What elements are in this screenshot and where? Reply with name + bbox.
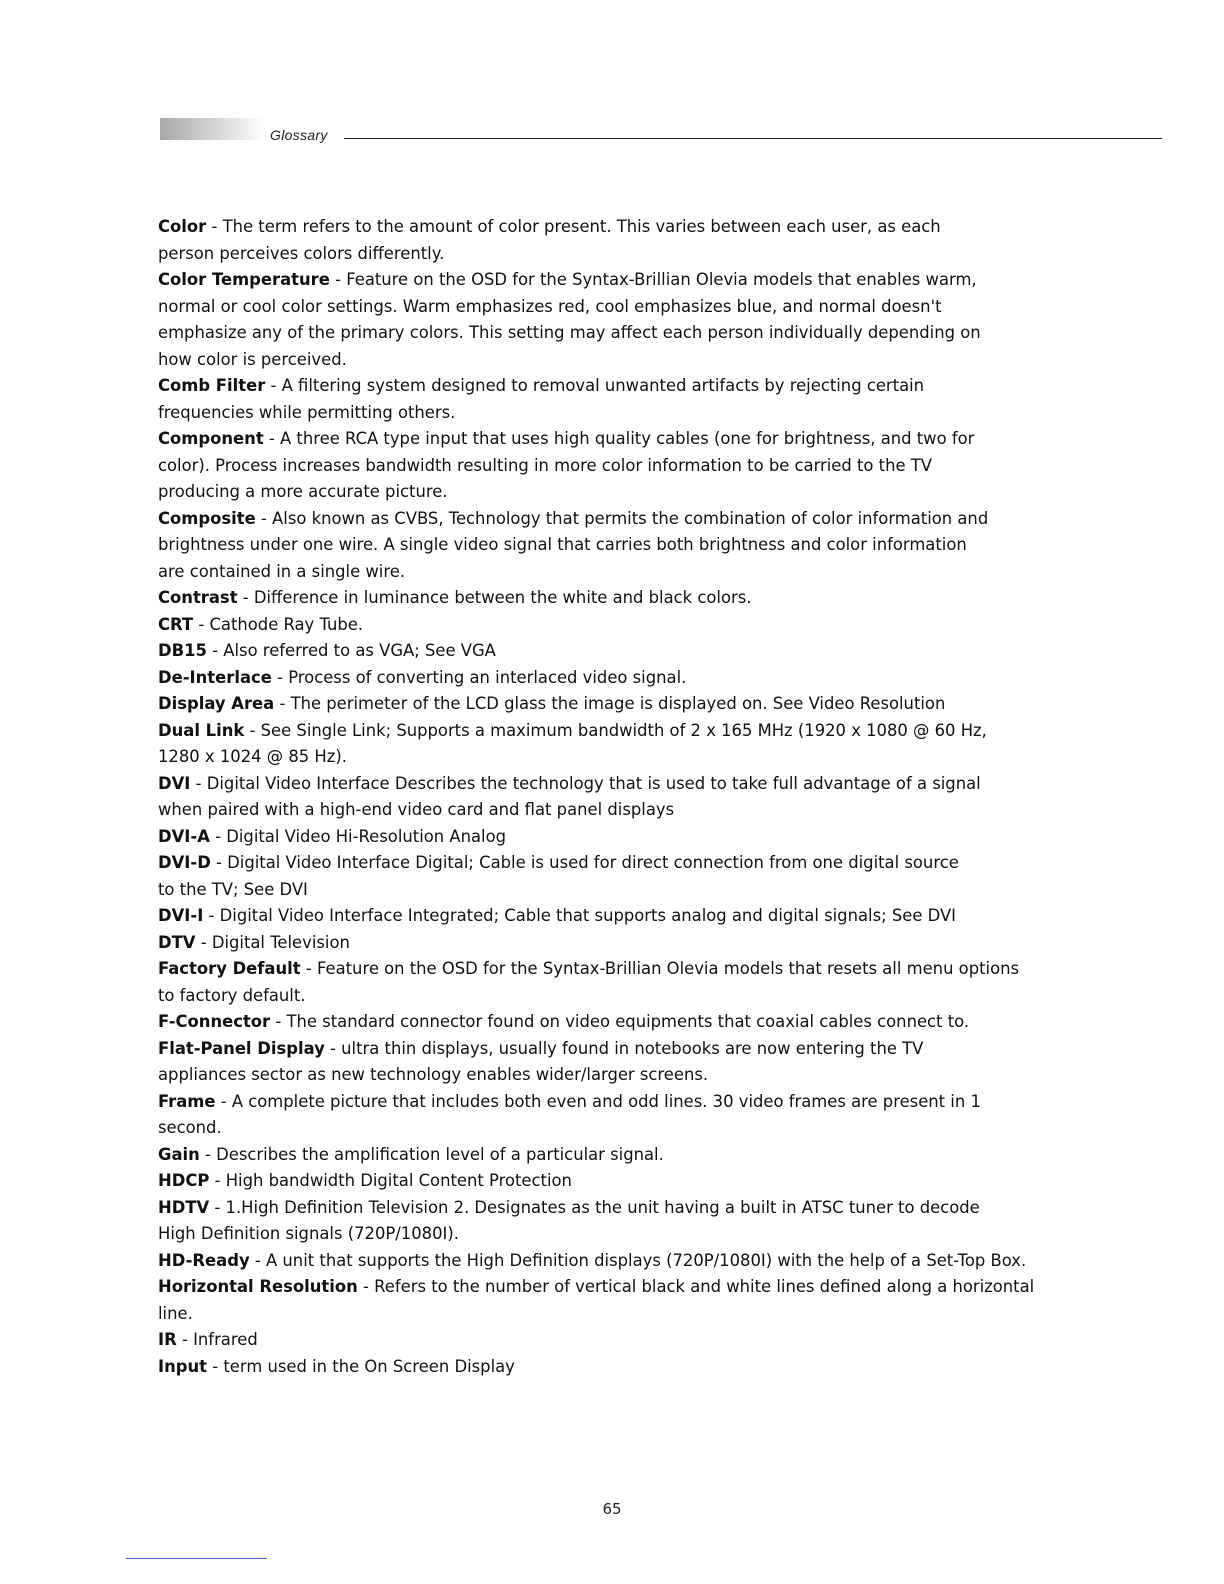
glossary-entry: [158, 1274, 1118, 1327]
glossary-entry: [158, 267, 1118, 373]
glossary-term: IR: [158, 1330, 177, 1349]
glossary-separator: -: [271, 667, 289, 687]
glossary-separator: -: [255, 508, 273, 528]
glossary-separator: -: [176, 1330, 194, 1349]
glossary-separator: -: [195, 932, 212, 952]
glossary-separator: -: [237, 588, 254, 607]
glossary-definition: Cathode Ray Tube.: [209, 614, 364, 634]
glossary-entry: [158, 1354, 1118, 1381]
glossary-separator: -: [209, 1197, 226, 1217]
glossary-definition: Refers to the number of vertical black and white lines defined along a horizontal line.: [158, 1277, 1035, 1323]
glossary-separator: -: [190, 773, 207, 793]
glossary-definition: Infrared: [193, 1330, 258, 1349]
glossary-definition: A complete picture that includes both even and odd lines. 30 video frames are present in 1 second.: [158, 1091, 981, 1137]
footer-rule: [126, 1558, 267, 1559]
glossary-entry: [158, 824, 1118, 851]
glossary-term: Color Temperature: [158, 270, 330, 289]
glossary-entry: [158, 426, 1118, 506]
glossary-separator: -: [193, 614, 210, 634]
glossary-term: DVI-A: [158, 826, 210, 846]
glossary-definition: Process of converting an interlaced video signal.: [288, 667, 687, 687]
glossary-separator: -: [270, 1012, 287, 1031]
glossary-term: Display Area: [158, 694, 275, 713]
glossary-term: CRT: [158, 614, 194, 634]
glossary-entry: [158, 1036, 1118, 1089]
glossary-term: Frame: [158, 1091, 216, 1111]
glossary-entry: [158, 903, 1118, 930]
glossary-entry: [158, 612, 1118, 639]
glossary-entry: [158, 930, 1118, 957]
glossary-definition: Digital Video Interface Integrated; Cable that supports analog and digital signals; See DVI: [219, 906, 957, 925]
glossary-term: Contrast: [158, 588, 238, 607]
glossary-entry: [158, 1009, 1118, 1036]
glossary-term: Comb Filter: [158, 376, 266, 395]
glossary-separator: -: [265, 376, 282, 395]
glossary-entry: [158, 1327, 1118, 1354]
glossary-definition: Also known as CVBS, Technology that permits the combination of color information and brightness under one wire. A single video signal that carries both brightness and color information are contained in a single wire.: [158, 508, 989, 581]
glossary-entry: [158, 585, 1118, 612]
glossary-entry: [158, 1195, 1118, 1248]
glossary-entry: [158, 373, 1118, 426]
glossary-separator: -: [300, 959, 317, 978]
glossary-entry: [158, 506, 1118, 586]
glossary-term: DVI-D: [158, 853, 211, 872]
glossary-term: DTV: [158, 932, 196, 952]
glossary-separator: -: [206, 217, 223, 236]
glossary-entry: [158, 1089, 1118, 1142]
glossary-entry: [158, 214, 1118, 267]
glossary-definition: Feature on the OSD for the Syntax-Brillian Olevia models that enables warm, normal or cool color settings. Warm emphasizes red, cool emphasizes blue, and normal doesn't emphasize any of the primary colors. This setting may affect each person individually depending on how color is perceived.: [158, 270, 981, 369]
glossary-separator: -: [244, 720, 261, 740]
glossary-separator: -: [209, 826, 227, 846]
glossary-definition: A three RCA type input that uses high quality cables (one for brightness, and two for color). Process increases bandwidth resulting in more color information to be carried to the TV producing a more accurate picture.: [158, 429, 975, 501]
glossary-entry: [158, 1142, 1118, 1169]
glossary-list: [158, 214, 1118, 1380]
glossary-definition: High bandwidth Digital Content Protection: [225, 1171, 572, 1190]
glossary-term: De-Interlace: [158, 667, 272, 687]
glossary-definition: The standard connector found on video equipments that coaxial cables connect to.: [286, 1012, 970, 1031]
glossary-separator: -: [357, 1277, 375, 1296]
glossary-definition: Feature on the OSD for the Syntax-Brillian Olevia models that resets all menu options to factory default.: [158, 959, 1020, 1005]
glossary-definition: Difference in luminance between the white and black colors.: [253, 588, 752, 607]
glossary-term: Component: [158, 429, 264, 448]
header-gradient-block: [160, 118, 264, 140]
glossary-term: DVI: [158, 773, 191, 793]
glossary-separator: -: [324, 1038, 342, 1058]
glossary-term: Gain: [158, 1144, 200, 1164]
glossary-separator: -: [209, 1171, 226, 1190]
glossary-separator: -: [249, 1250, 266, 1270]
glossary-separator: -: [329, 270, 347, 289]
glossary-definition: Digital Video Hi-Resolution Analog: [226, 826, 507, 846]
glossary-separator: -: [207, 1356, 224, 1376]
glossary-entry: [158, 691, 1118, 718]
glossary-entry: [158, 665, 1118, 692]
glossary-term: DB15: [158, 641, 207, 660]
glossary-term: HDTV: [158, 1197, 210, 1217]
glossary-term: F-Connector: [158, 1012, 271, 1031]
glossary-separator: -: [215, 1091, 232, 1111]
glossary-term: DVI-I: [158, 906, 204, 925]
glossary-entry: [158, 1248, 1118, 1275]
glossary-separator: -: [210, 853, 228, 872]
glossary-definition: 1.High Definition Television 2. Designates as the unit having a built in ATSC tuner to decode High Definition signals (720P/1080I).: [158, 1197, 980, 1243]
section-title: Glossary: [270, 127, 328, 143]
glossary-definition: Digital Television: [211, 932, 350, 952]
glossary-separator: -: [274, 694, 291, 713]
glossary-definition: Also referred to as VGA; See VGA: [223, 641, 496, 660]
glossary-definition: Describes the amplification level of a particular signal.: [216, 1144, 664, 1164]
page-header: [160, 118, 1162, 142]
glossary-entry: [158, 638, 1118, 665]
glossary-term: HDCP: [158, 1171, 210, 1190]
glossary-separator: -: [206, 641, 224, 660]
glossary-term: HD-Ready: [158, 1250, 250, 1270]
glossary-definition: Digital Video Interface Digital; Cable is used for direct connection from one digital source to the TV; See DVI: [158, 853, 959, 899]
glossary-definition: See Single Link; Supports a maximum bandwidth of 2 x 165 MHz (1920 x 1080 @ 60 Hz, 1280 x 1024 @ 85 Hz).: [158, 720, 987, 766]
header-rule: [344, 138, 1162, 139]
glossary-entry: [158, 718, 1118, 771]
glossary-term: Dual Link: [158, 720, 245, 740]
glossary-definition: ultra thin displays, usually found in notebooks are now entering the TV appliances sector as new technology enables wider/larger screens.: [158, 1038, 924, 1084]
glossary-term: Factory Default: [158, 959, 301, 978]
glossary-separator: -: [263, 429, 280, 448]
glossary-entry: [158, 956, 1118, 1009]
glossary-definition: Digital Video Interface Describes the technology that is used to take full advantage of a signal when paired with a high-end video card and flat panel displays: [158, 773, 981, 819]
glossary-separator: -: [199, 1144, 217, 1164]
glossary-definition: A filtering system designed to removal unwanted artifacts by rejecting certain frequencies while permitting others.: [158, 376, 925, 422]
glossary-entry: [158, 850, 1118, 903]
glossary-term: Color: [158, 217, 207, 236]
glossary-definition: A unit that supports the High Definition displays (720P/1080I) with the help of a Set-Top Box.: [266, 1250, 1027, 1270]
glossary-definition: term used in the On Screen Display: [223, 1356, 515, 1376]
glossary-term: Flat-Panel Display: [158, 1038, 325, 1058]
glossary-term: Horizontal Resolution: [158, 1277, 358, 1296]
glossary-definition: The term refers to the amount of color present. This varies between each user, as each person perceives colors differently.: [158, 217, 941, 263]
glossary-term: Input: [158, 1356, 208, 1376]
glossary-entry: [158, 1168, 1118, 1195]
glossary-separator: -: [203, 906, 220, 925]
glossary-entry: [158, 771, 1118, 824]
glossary-definition: The perimeter of the LCD glass the image is displayed on. See Video Resolution: [290, 694, 946, 713]
glossary-term: Composite: [158, 508, 256, 528]
page-number: 65: [602, 1500, 622, 1518]
